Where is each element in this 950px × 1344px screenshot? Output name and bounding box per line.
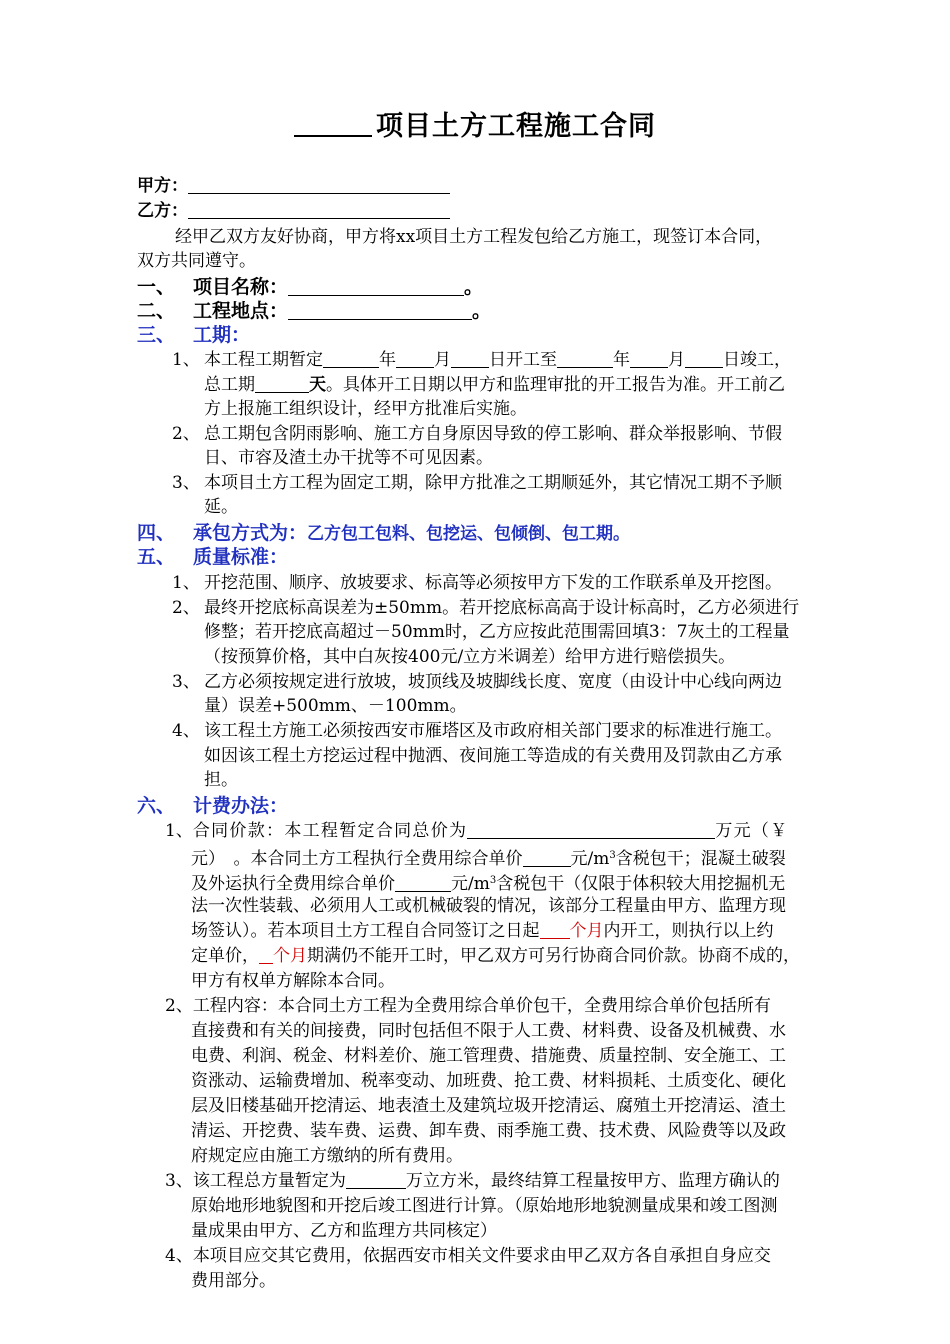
s5-item-2-line-2: 修整；若开挖底高超过－50mm时，乙方应按此范围需回填3：7灰土的工程量	[204, 622, 790, 642]
s5-item-4-line-2: 如因该工程土方挖运过程中抛洒、夜间施工等造成的有关费用及罚款由乙方承	[204, 746, 782, 766]
concrete-unit-price-blank[interactable]	[395, 873, 451, 892]
s6-item-1-line-2: 元） 。本合同土方工程执行全费用综合单价 元$/m^3$含税包干；混凝土破裂	[191, 849, 786, 869]
s6-item-1-line-7: 甲方有权单方解除本合同。	[191, 971, 395, 991]
s6-item-3-line-3: 量成果由甲方、乙方和监理方共同核定）	[191, 1221, 497, 1241]
party-b-line: 乙方：	[137, 199, 450, 223]
section-5-heading: 五、 质量标准：	[137, 546, 289, 568]
end-year-blank[interactable]	[557, 349, 613, 368]
s6-item-2-line-5: 层及旧楼基础开挖清运、地表渣土及建筑垃圾开挖清运、腐殖土开挖清运、渣土	[191, 1096, 786, 1116]
start-day-blank[interactable]	[451, 349, 489, 368]
s5-item-2-line-1: 2、 最终开挖底标高误差为±50mm。若开挖底标高高于设计标高时，乙方必须进行	[172, 598, 800, 618]
start-year-blank[interactable]	[323, 349, 379, 368]
s6-item-4-line-2: 费用部分。	[191, 1271, 276, 1291]
document-title: 项目土方工程施工合同	[0, 104, 950, 143]
s3-item-2-line-2: 日、市容及渣土办干扰等不可见因素。	[204, 448, 493, 468]
s5-item-4-line-1: 4、 该工程土方施工必须按西安市雁塔区及市政府相关部门要求的标准进行施工。	[172, 721, 782, 741]
s6-item-2-line-2: 直接费和有关的间接费，同时包括但不限于人工费、材料费、设备及机械费、水	[191, 1021, 786, 1041]
end-month-blank[interactable]	[630, 349, 668, 368]
title-blank	[294, 109, 372, 137]
project-location-blank[interactable]	[288, 301, 472, 320]
section-3-heading: 三、 工期：	[137, 324, 251, 346]
total-volume-blank[interactable]	[346, 1170, 406, 1189]
section-2-heading: 二、 工程地点： 。	[137, 300, 492, 322]
party-a-line: 甲方：	[137, 174, 450, 198]
s6-item-3-line-2: 原始地形地貌图和开挖后竣工图进行计算。（原始地形地貌测量成果和竣工图测	[191, 1196, 778, 1216]
s6-item-2-line-3: 电费、利润、税金、材料差价、施工管理费、措施费、质量控制、安全施工、工	[191, 1046, 786, 1066]
s6-item-2-line-4: 资涨动、运输费增加、税率变动、加班费、抢工费、材料损耗、土质变化、硬化	[191, 1071, 786, 1091]
s6-item-1-line-5: 场签认）。若本项目土方工程自合同签订之日起 个月内开工，则执行以上约	[191, 921, 774, 941]
s5-item-3-line-1: 3、 乙方必须按规定进行放坡，坡顶线及坡脚线长度、宽度（由设计中心线向两边	[172, 672, 782, 692]
start-months-blank[interactable]	[540, 920, 570, 939]
intro-line-2: 双方共同遵守。	[137, 251, 256, 271]
s5-item-1-line-1: 1、 开挖范围、顺序、放坡要求、标高等必须按甲方下发的工作联系单及开挖图。	[172, 573, 782, 593]
intro-line-1: 经甲乙双方友好协商，甲方将xx项目土方工程发包给乙方施工，现签订本合同，	[175, 227, 773, 247]
start-month-blank[interactable]	[396, 349, 434, 368]
party-b-blank[interactable]	[188, 200, 450, 219]
s3-item-1-line-2: 总工期 天。具体开工日期以甲方和监理审批的开工报告为准。开工前乙	[204, 375, 785, 395]
earthwork-unit-price-blank[interactable]	[523, 848, 571, 867]
s6-item-1-line-1: 1、合同价款：本工程暂定合同总价为 万元（￥	[165, 821, 789, 841]
section-6-heading: 六、 计费办法：	[137, 795, 289, 817]
s3-item-1-line-1: 1、 本工程工期暂定 年 月 日开工至 年 月 日竣工，	[172, 350, 791, 370]
s3-item-3-line-1: 3、 本项目土方工程为固定工期，除甲方批准之工期顺延外，其它情况工期不予顺	[172, 473, 782, 493]
project-name-blank[interactable]	[288, 277, 464, 296]
s6-item-3-line-1: 3、该工程总方量暂定为 万立方米，最终结算工程量按甲方、监理方确认的	[165, 1171, 780, 1191]
total-price-blank[interactable]	[467, 820, 715, 839]
total-days-blank[interactable]	[255, 374, 309, 393]
expiry-months-blank[interactable]	[259, 945, 273, 964]
section-1-heading: 一、 项目名称： 。	[137, 276, 484, 298]
s6-item-1-line-6: 定单价， 个月期满仍不能开工时，甲乙双方可另行协商合同价款。协商不成的，	[191, 946, 800, 966]
s5-item-2-line-3: （按预算价格，其中白灰按400元/立方米调差）给甲方进行赔偿损失。	[204, 647, 736, 667]
s6-item-2-line-1: 2、工程内容：本合同土方工程为全费用综合单价包干，全费用综合单价包括所有	[165, 996, 771, 1016]
end-day-blank[interactable]	[685, 349, 723, 368]
s3-item-2-line-1: 2、 总工期包含阴雨影响、施工方自身原因导致的停工影响、群众举报影响、节假	[172, 424, 782, 444]
s6-item-1-line-4: 法一次性装载、必须用人工或机械破裂的情况，该部分工程量由甲方、监理方现	[191, 896, 786, 916]
s3-item-3-line-2: 延。	[204, 497, 238, 517]
s6-item-2-line-7: 府规定应由施工方缴纳的所有费用。	[191, 1146, 463, 1166]
s5-item-4-line-3: 担。	[204, 770, 238, 790]
s6-item-4-line-1: 4、本项目应交其它费用，依据西安市相关文件要求由甲乙双方各自承担自身应交	[165, 1246, 771, 1266]
s5-item-3-line-2: 量）误差+500mm、－100mm。	[204, 696, 467, 716]
s3-item-1-line-3: 方上报施工组织设计，经甲方批准后实施。	[204, 399, 527, 419]
section-4-heading: 四、 承包方式为：乙方包工包料、包挖运、包倾倒、包工期。	[137, 522, 631, 544]
s6-item-2-line-6: 清运、开挖费、装车费、运费、卸车费、雨季施工费、技术费、风险费等以及政	[191, 1121, 786, 1141]
party-a-blank[interactable]	[188, 175, 450, 194]
s6-item-1-line-3: 及外运执行全费用综合单价 元$/m^3$含税包干（仅限于体积较大用挖掘机无	[191, 874, 786, 894]
